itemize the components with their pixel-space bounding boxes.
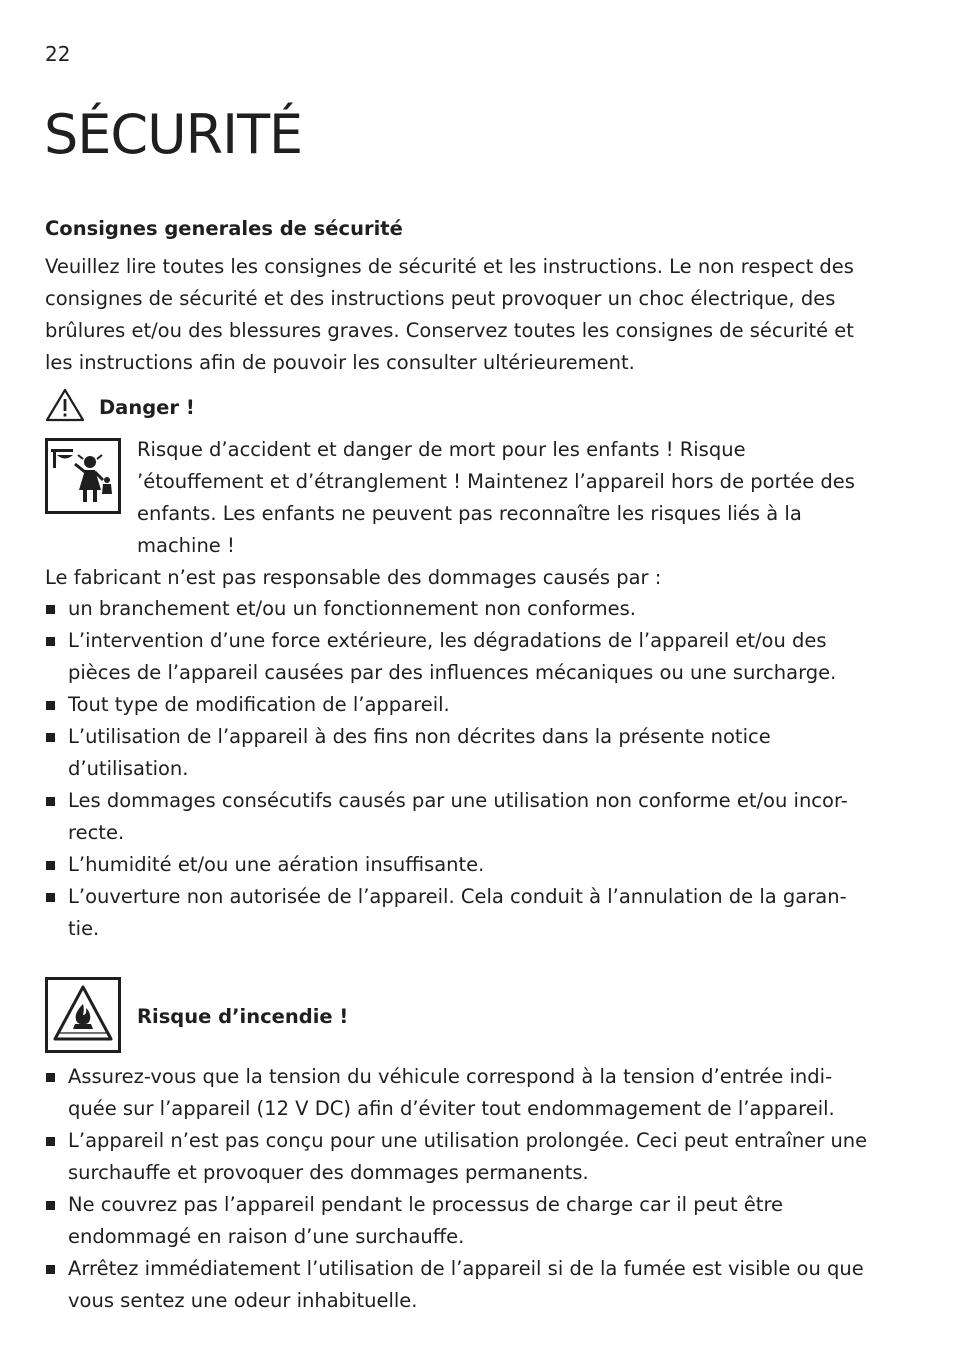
list-item: L’utilisation de l’appareil à des fins non décrites dans la présente notice d’utilisation. bbox=[45, 721, 875, 785]
page-number: 22 bbox=[45, 42, 71, 66]
fire-list bbox=[45, 1061, 875, 1317]
danger-row bbox=[45, 388, 195, 426]
fire-warning-icon bbox=[45, 977, 121, 1053]
list-item: Ne couvrez pas l’appareil pendant le processus de charge car il peut être endommagé en raison d’une surchauffe. bbox=[45, 1189, 875, 1253]
general-safety-heading: Consignes generales de sécurité bbox=[45, 217, 403, 240]
list-item: L’ouverture non autorisée de l’appareil. Cela conduit à l’annulation de la garan-tie. bbox=[45, 881, 875, 945]
fire-label: Risque d’incendie ! bbox=[137, 1005, 349, 1028]
danger-label: Danger ! bbox=[99, 395, 195, 419]
liability-list bbox=[45, 593, 875, 945]
list-item: Les dommages consécutifs causés par une utilisation non conforme et/ou incor-recte. bbox=[45, 785, 875, 849]
liability-intro: Le fabricant n’est pas responsable des dommages causés par : bbox=[45, 566, 662, 589]
warning-triangle-icon bbox=[45, 388, 85, 426]
list-item: Tout type de modification de l’appareil. bbox=[45, 689, 875, 721]
list-item: Arrêtez immédiatement l’utilisation de l’appareil si de la fumée est visible ou que vous sentez une odeur inhabituelle. bbox=[45, 1253, 875, 1317]
general-safety-text: Veuillez lire toutes les consignes de sécurité et les instructions. Le non respect des consignes de sécurité et des instructions peut provoquer un choc électrique, des brûlures et/ou des blessures graves. Conservez toutes les consignes de sécurité et les instructions afin de pouvoir les consulter ultérieurement. bbox=[45, 255, 854, 374]
list-item: L’appareil n’est pas conçu pour une utilisation prolongée. Ceci peut entraîner une surchauffe et provoquer des dommages permanents. bbox=[45, 1125, 875, 1189]
list-item: L’intervention d’une force extérieure, les dégradations de l’appareil et/ou des pièces de l’appareil causées par des influences mécaniques ou une surcharge. bbox=[45, 625, 875, 689]
list-item: Assurez-vous que la tension du véhicule correspond à la tension d’entrée indi-quée sur l’appareil (12 V DC) afin d’éviter tout endommagement de l’appareil. bbox=[45, 1061, 875, 1125]
page-title: SÉCURITÉ bbox=[44, 103, 303, 166]
child-danger-icon bbox=[45, 438, 121, 514]
list-item: L’humidité et/ou une aération insuffisante. bbox=[45, 849, 875, 881]
danger-text: Risque d’accident et danger de mort pour les enfants ! Risque ’étouffement et d’étranglement ! Maintenez l’appareil hors de portée des enfants. Les enfants ne peuvent pas reconnaître les risques liés à la machine ! bbox=[137, 438, 855, 557]
list-item: un branchement et/ou un fonctionnement non conformes. bbox=[45, 593, 875, 625]
